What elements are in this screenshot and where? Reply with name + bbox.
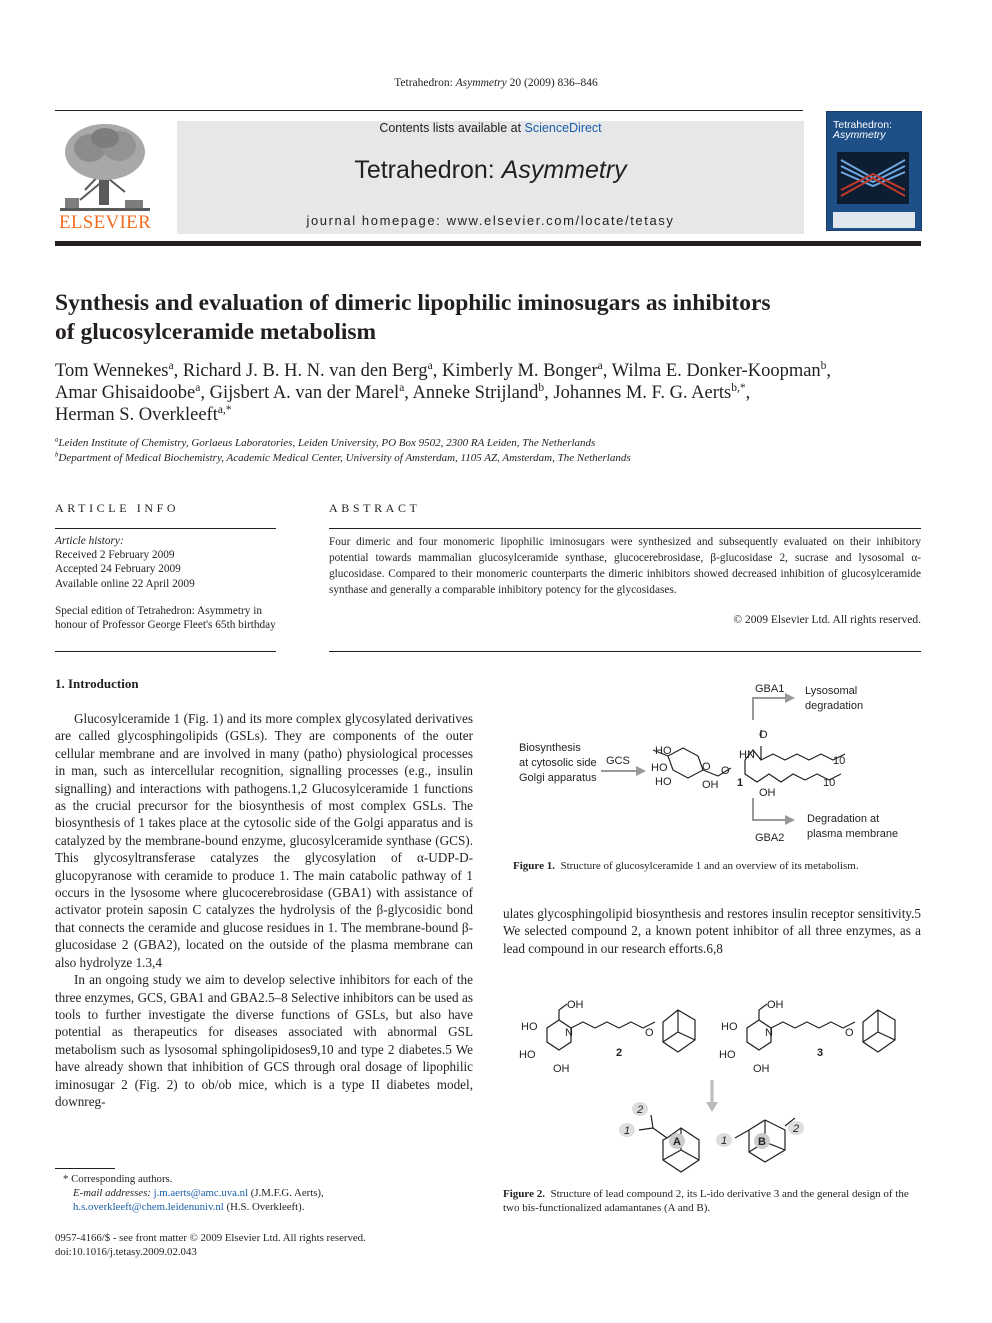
affiliation-mark: b xyxy=(55,450,59,458)
arrow-down xyxy=(753,798,785,820)
compound-2-label: 2 xyxy=(616,1047,623,1059)
sciencedirect-link[interactable]: ScienceDirect xyxy=(524,121,602,135)
figure-2-scheme xyxy=(503,990,921,1180)
compound-3-label: 3 xyxy=(817,1047,824,1059)
author-separator: , xyxy=(404,383,413,403)
figure-1-caption: Figure 1. Structure of glucosylceramide 1 and an overview of its metabolism. xyxy=(513,860,859,872)
lysosomal-label: Lysosomal xyxy=(805,685,858,697)
author-separator: , xyxy=(602,361,612,381)
publisher-name: ELSEVIER xyxy=(58,212,152,233)
special-edition-note: Special edition of Tetrahedron: Asymmetry in honour of Professor George Fleet's 65th birthday xyxy=(55,605,276,632)
author-list xyxy=(55,360,935,426)
biosynthesis-label: Golgi apparatus xyxy=(519,772,597,784)
author-affiliation-mark: a xyxy=(597,359,603,372)
adamantane-a-structure xyxy=(639,1115,699,1172)
author-separator: , xyxy=(173,361,183,381)
author-affiliation-mark: a xyxy=(427,359,433,372)
author-separator: , xyxy=(826,361,832,381)
cover-footer xyxy=(833,212,915,228)
svg-text:HO: HO xyxy=(655,776,672,788)
divider xyxy=(329,528,921,529)
body-column-right xyxy=(503,905,921,957)
divider xyxy=(55,651,276,652)
author-name: Tom Wennekes xyxy=(55,361,169,381)
article-title: Synthesis and evaluation of dimeric lipophilic iminosugars as inhibitors of glucosylceramide metabolism xyxy=(55,290,771,345)
author-affiliation-mark: a xyxy=(195,381,201,394)
lysosomal-label: degradation xyxy=(805,700,864,712)
divider xyxy=(55,528,276,529)
svg-text:N: N xyxy=(765,1027,773,1039)
abstract-copyright: © 2009 Elsevier Ltd. All rights reserved. xyxy=(733,614,921,626)
author-affiliation-mark: b xyxy=(538,381,545,394)
author-separator: , xyxy=(200,383,210,403)
section-heading-introduction: 1. Introduction xyxy=(55,676,139,691)
plasma-label: plasma membrane xyxy=(807,828,899,840)
svg-text:OH: OH xyxy=(753,1063,770,1075)
journal-homepage[interactable]: journal homepage: www.elsevier.com/locate/tetasy xyxy=(306,213,675,228)
journal-citation: Tetrahedron: Asymmetry 20 (2009) 836–846 xyxy=(394,77,598,89)
enzyme-label-gba1: GBA1 xyxy=(755,683,785,695)
svg-text:10: 10 xyxy=(833,755,846,767)
footnotes: * Corresponding authors. E-mail addresses: j.m.aerts@amc.uva.nl (J.M.F.G. Aerts), h.s.overkleeft@chem.leidenuniv.nl (H.S. Overkleeft). xyxy=(63,1173,324,1213)
header-thick-rule xyxy=(55,241,921,246)
author-name: Richard J. B. H. N. van den Berg xyxy=(182,361,428,381)
svg-text:HO: HO xyxy=(721,1021,738,1033)
abstract-heading: ABSTRACT xyxy=(329,501,421,515)
svg-text:OH: OH xyxy=(702,779,719,791)
author-separator: , xyxy=(745,383,751,403)
svg-text:HO: HO xyxy=(655,745,672,757)
abstract-text: Four dimeric and four monomeric lipophilic iminosugars were synthesized and subsequently evaluated on their inhibitory potential towards mammalian glucosylceramide synthase, glucocerebrosidase, β-glucosidase 2, sucrase and lysosomal α-glucosidase. Compared to their monomeric counterparts the dimeric inhibitors showed decreased inhibition of glucosylceramide synthase and generally a comparable inhibitory potency for the glycosidases. xyxy=(329,536,921,596)
figure-2-caption: Figure 2. Structure of lead compound 2, its L-ido derivative 3 and the general design of the two bis-functionalized adamantanes (A and B). xyxy=(503,1188,909,1214)
author-name: Johannes M. F. G. Aerts xyxy=(553,383,732,403)
affiliation-text: Department of Medical Biochemistry, Academic Medical Center, University of Amsterdam, 1105 AZ, Amsterdam, The Netherlands xyxy=(58,451,631,464)
svg-text:10: 10 xyxy=(823,777,836,789)
header-rule xyxy=(55,110,803,111)
svg-text:OH: OH xyxy=(767,999,784,1011)
author-separator: , xyxy=(432,361,442,381)
author-separator: , xyxy=(544,383,554,403)
author-name: Kimberly M. Bonger xyxy=(441,361,598,381)
article-history: Article history: Received 2 February 2009 Accepted 24 February 2009 Available online 22 April 2009 xyxy=(55,535,195,590)
body-column-left xyxy=(55,710,473,1110)
author-name: Gijsbert A. van der Marel xyxy=(209,383,400,403)
article-info-heading: ARTICLE INFO xyxy=(55,501,180,515)
footnote-rule xyxy=(55,1168,115,1169)
author-name: Wilma E. Donker-Koopman xyxy=(611,361,821,381)
journal-name: Tetrahedron: Asymmetry xyxy=(354,156,627,184)
paragraph: Glucosylceramide 1 (Fig. 1) and its more complex glycosylated derivatives are called glycosphingolipids (GSLs). They are components of the outer cellular membrane and are involved in many (patho) physiological processes in man, such as intercellular recognition, signalling processes (e.g., insulin signalling) and interactions with pathogens.1,2 Glucosylceramide 1 functions as the crucial precursor for the biosynthesis of most complex GSLs. The biosynthesis of 1 takes place at the cytosolic side of the Golgi apparatus and is catalyzed by the membrane-bound enzyme, glucosylceramide synthase (GCS). This glycosyltransferase catalyzes the glycosylation of α-UDP-D-glucopyranose with ceramide to produce 1. The main catabolic pathway of 1 occurs in the lysosome where glucocerebrosidase (GBA1) with assistance of activator protein saposin C catalyzes the hydrolysis of the β-glycosidic bond that connects the ceramide and glucose residues in 1. The membrane-bound β-glucosidase 2 (GBA2), located on the outside of the plasma membrane can also hydrolyze 1.3,4 xyxy=(55,711,473,970)
adamantane-a-label: A xyxy=(673,1136,681,1148)
svg-text:HO: HO xyxy=(519,1049,536,1061)
issn-doi: 0957-4166/$ - see front matter © 2009 Elsevier Ltd. All rights reserved. doi:10.1016/j.tetasy.2009.02.043 xyxy=(55,1232,366,1258)
paragraph: In an ongoing study we aim to develop selective inhibitors for each of the three enzymes, GCS, GBA1 and GBA2.5–8 Selective inhibitors can be used as tools to further investigate the diverse functions of GSLs, but also have potential as therapeutics for diseases associated with abnormal GSL metabolism such as lysosomal sphingolipidoses9,10 and type 2 diabetes.5 We have already shown that inhibition of GCS through oral dosage of lipophilic iminosugar 2 (Fig. 2) to ob/ob mice, which is a type II diabetes model, downreg- xyxy=(55,972,473,1109)
cover-artwork xyxy=(837,152,909,204)
svg-text:HO: HO xyxy=(719,1049,736,1061)
biosynthesis-label: Biosynthesis xyxy=(519,742,581,754)
author-name: Anneke Strijland xyxy=(412,383,539,403)
adamantane-b-label: B xyxy=(758,1136,766,1148)
svg-text:HO: HO xyxy=(521,1021,538,1033)
email-link[interactable]: h.s.overkleeft@chem.leidenuniv.nl xyxy=(73,1201,224,1213)
author-name: Amar Ghisaidoobe xyxy=(55,383,196,403)
svg-text:HO: HO xyxy=(651,762,668,774)
svg-text:OH: OH xyxy=(553,1063,570,1075)
affiliations xyxy=(55,436,935,465)
figure-1-scheme xyxy=(503,678,921,850)
arrow-up xyxy=(753,698,785,720)
svg-text:O: O xyxy=(759,729,768,741)
svg-text:O: O xyxy=(721,765,730,777)
svg-text:HN: HN xyxy=(739,749,755,761)
affiliation xyxy=(55,451,935,466)
author-affiliation-mark: a,* xyxy=(217,403,232,416)
enzyme-label-gba2: GBA2 xyxy=(755,832,785,844)
cover-title: Tetrahedron: Asymmetry xyxy=(833,119,892,141)
email-link[interactable]: j.m.aerts@amc.uva.nl xyxy=(153,1187,249,1199)
affiliation-mark: a xyxy=(55,436,59,444)
author-affiliation-mark: b,* xyxy=(731,381,746,394)
compound-number: 1 xyxy=(737,777,744,789)
biosynthesis-label: at cytosolic side xyxy=(519,757,597,769)
journal-cover-thumbnail xyxy=(826,111,922,231)
author-name: Herman S. Overkleeft xyxy=(55,405,218,425)
author-affiliation-mark: a xyxy=(168,359,174,372)
divider xyxy=(329,651,921,652)
svg-text:1: 1 xyxy=(624,1125,631,1137)
svg-text:1: 1 xyxy=(721,1135,728,1147)
affiliation xyxy=(55,436,935,451)
author-affiliation-mark: a xyxy=(399,381,405,394)
plasma-label: Degradation at xyxy=(807,813,880,825)
contents-line: Contents lists available at ScienceDirect xyxy=(379,121,602,135)
enzyme-label-gcs: GCS xyxy=(606,755,630,767)
svg-text:2: 2 xyxy=(637,1104,644,1116)
author-affiliation-mark: b xyxy=(820,359,827,372)
affiliation-text: Leiden Institute of Chemistry, Gorlaeus Laboratories, Leiden University, PO Box 9502, 2300 RA Leiden, The Netherlands xyxy=(58,437,596,449)
svg-text:N: N xyxy=(565,1027,573,1039)
svg-text:OH: OH xyxy=(759,787,776,799)
svg-text:2: 2 xyxy=(793,1123,800,1135)
paragraph: ulates glycosphingolipid biosynthesis and restores insulin receptor sensitivity.5 We selected compound 2, a known potent inhibitor of all three enzymes, as a lead compound in our research efforts.6,8 xyxy=(503,906,921,956)
svg-text:O: O xyxy=(702,761,711,773)
svg-text:OH: OH xyxy=(567,999,584,1011)
svg-text:O: O xyxy=(645,1027,654,1039)
svg-text:O: O xyxy=(845,1027,854,1039)
